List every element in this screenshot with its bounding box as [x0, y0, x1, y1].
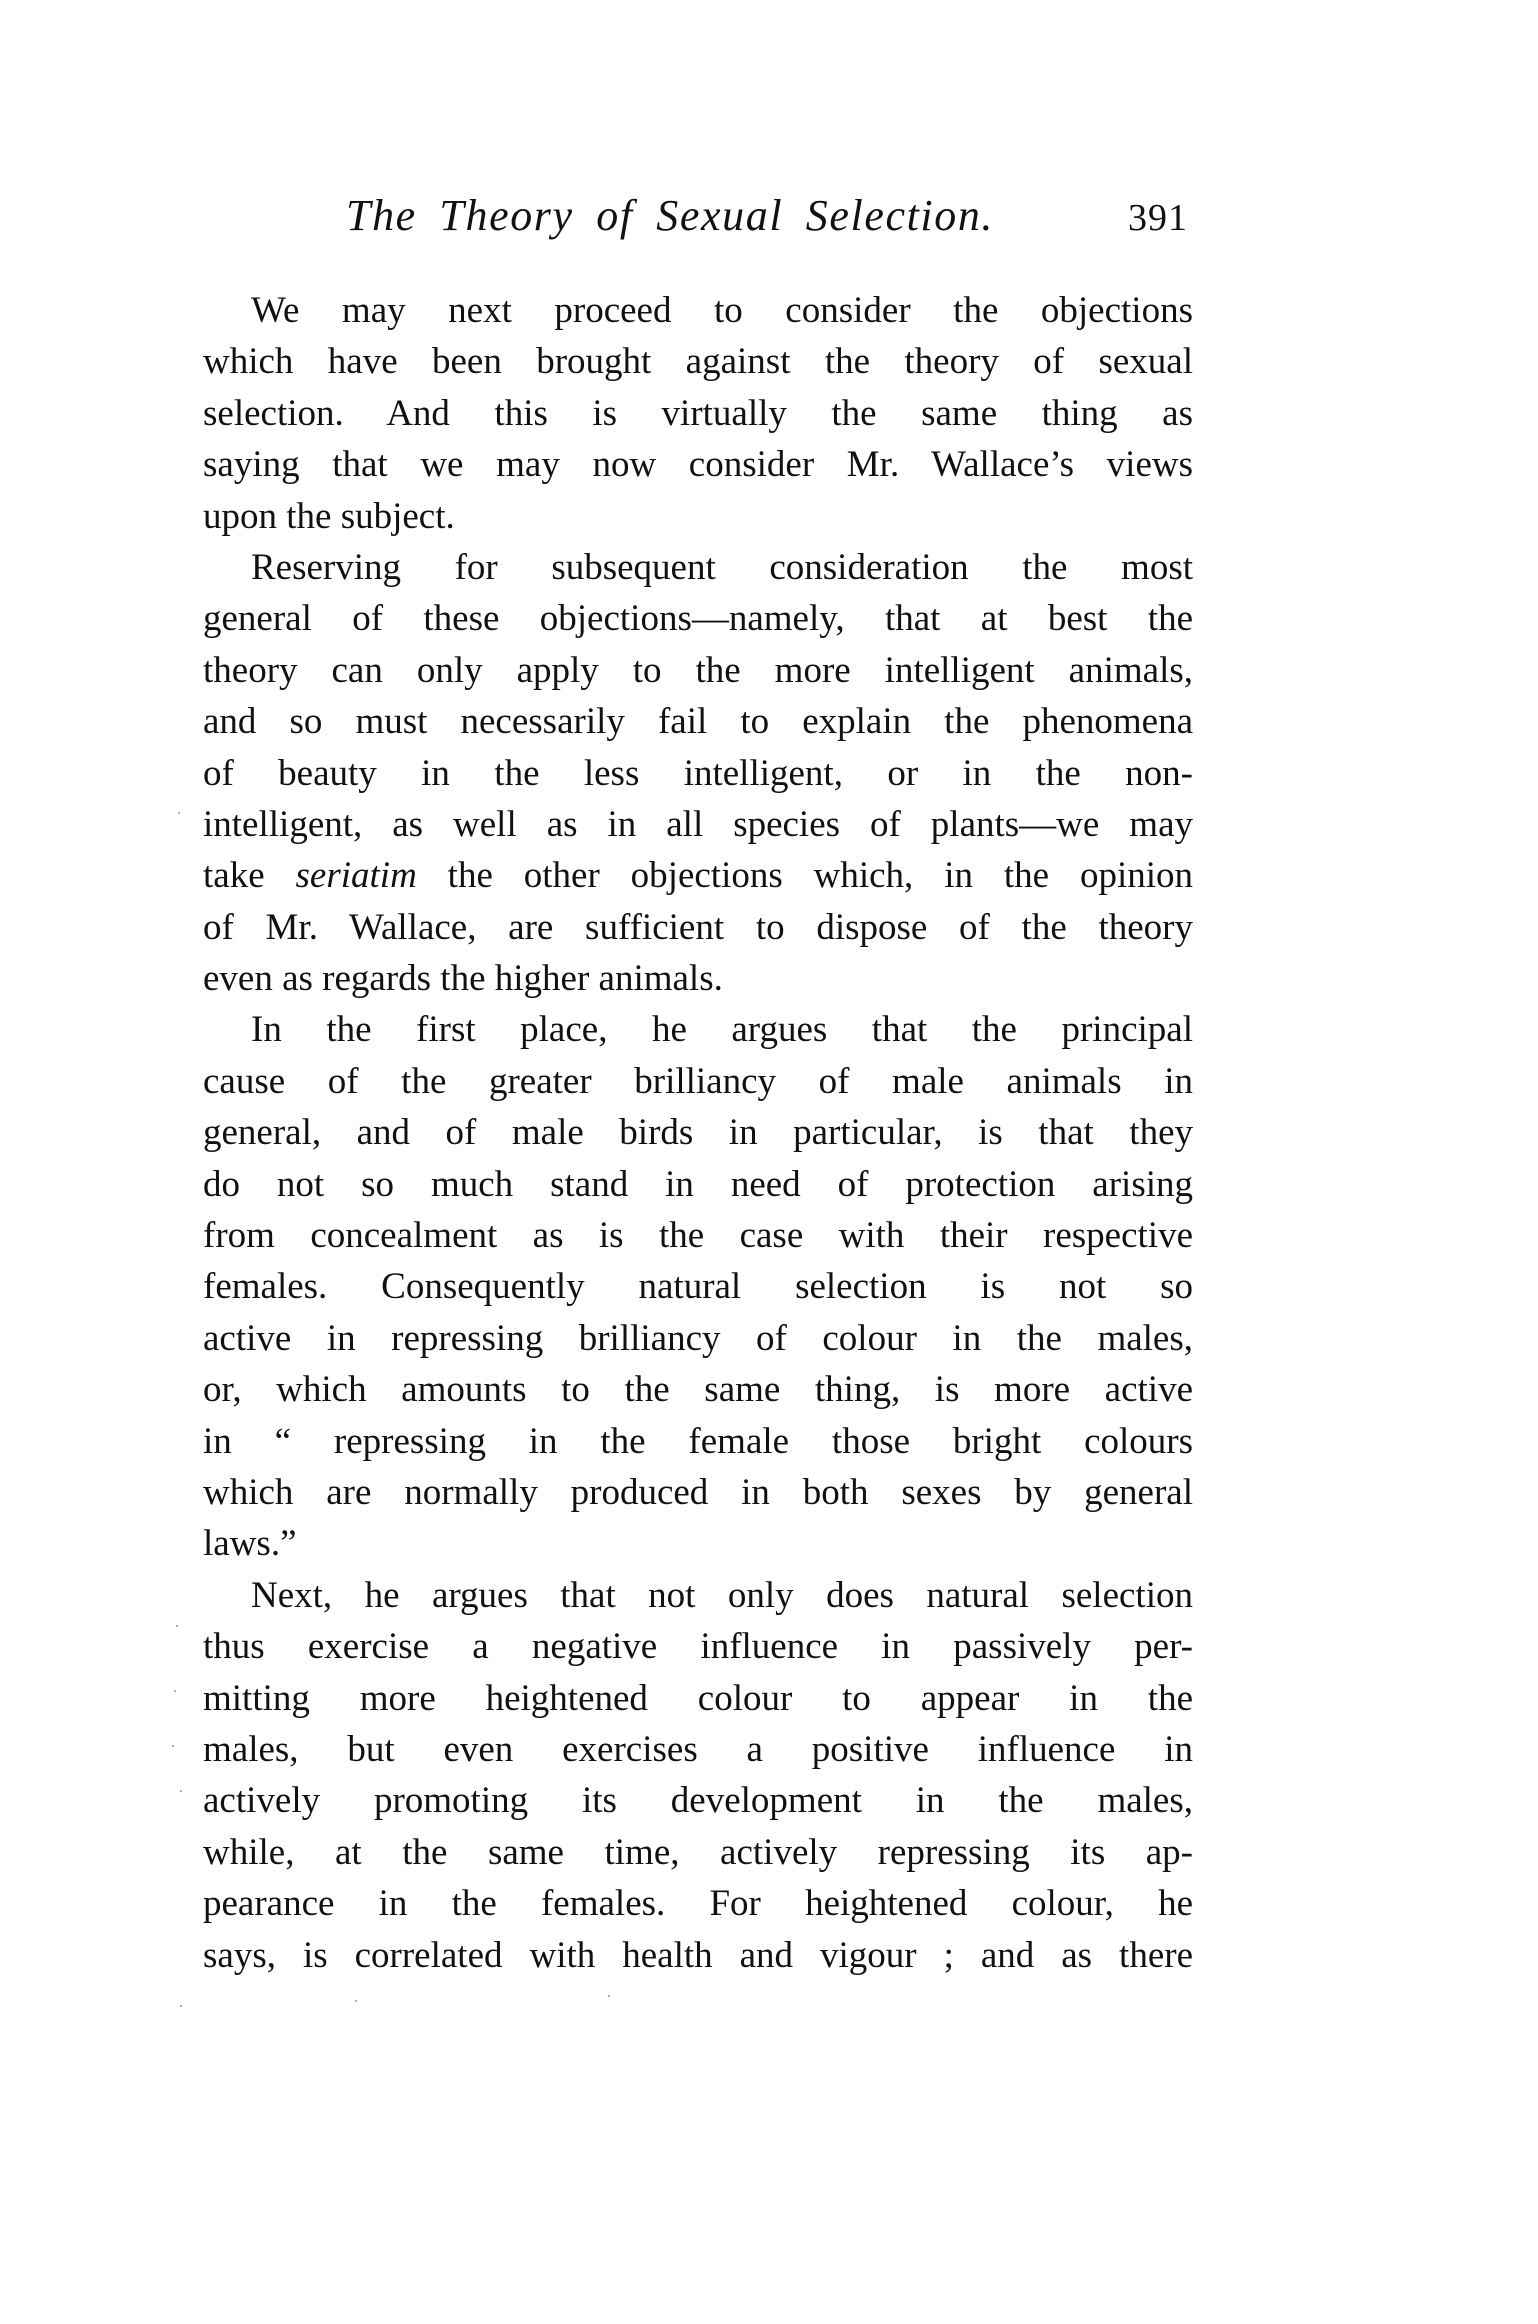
text-line: while, at the same time, actively repressing its ap- [203, 1831, 1193, 1873]
text-line: of beauty in the less intelligent, or in the non- [203, 752, 1193, 794]
text-line: saying that we may now consider Mr. Wallace’s views [203, 444, 1193, 486]
text-line: do not so much stand in need of protection arising [203, 1163, 1193, 1205]
text-line: of Mr. Wallace, are sufficient to dispose of the theory [203, 906, 1193, 948]
body-text [203, 285, 1193, 1981]
text-line: cause of the greater brilliancy of male animals in [203, 1060, 1193, 1102]
paragraph [203, 1004, 1193, 1569]
running-head [346, 186, 1194, 246]
text-line: theory can only apply to the more intelligent animals, [203, 649, 1193, 691]
text-line [203, 850, 1193, 901]
scan-speck [608, 1995, 610, 1997]
text-line: even as regards the higher animals. [203, 958, 723, 1000]
text-line: active in repressing brilliancy of colour in the males, [203, 1317, 1193, 1359]
text-line: Reserving for subsequent consideration the most [251, 546, 1193, 588]
scan-speck [172, 1745, 174, 1747]
scan-speck [355, 2000, 357, 2002]
scan-speck [180, 1790, 182, 1792]
italic-term: seriatim [295, 855, 417, 897]
text-line: upon the subject. [203, 495, 455, 537]
text-line: selection. And this is virtually the same thing as [203, 392, 1193, 434]
text-line: and so must necessarily fail to explain the phenomena [203, 701, 1193, 743]
paragraph [203, 1570, 1193, 1981]
text-fragment: take [203, 855, 296, 897]
text-line: We may next proceed to consider the objections [251, 290, 1193, 331]
text-line: actively promoting its development in the males, [203, 1780, 1193, 1822]
text-line: general of these objections—namely, that at best the [203, 598, 1193, 640]
text-line: which have been brought against the theory of sexual [203, 341, 1193, 383]
text-line: females. Consequently natural selection is not so [203, 1266, 1193, 1308]
text-line: thus exercise a negative influence in passively per- [203, 1626, 1193, 1668]
text-line: Next, he argues that not only does natural selection [251, 1574, 1193, 1616]
text-line: which are normally produced in both sexes by general [203, 1471, 1193, 1513]
scan-speck [174, 1690, 176, 1692]
text-line: laws.” [203, 1523, 297, 1565]
text-line: general, and of male birds in particular, is that they [203, 1112, 1193, 1154]
text-line: in “ repressing in the female those bright colours [203, 1420, 1193, 1462]
text-line: pearance in the females. For heightened colour, he [203, 1883, 1193, 1925]
scan-speck [180, 2005, 182, 2007]
text-line: mitting more heightened colour to appear in the [203, 1677, 1193, 1719]
text-line: says, is correlated with health and vigour ; and as there [203, 1934, 1193, 1976]
scan-speck [176, 1625, 178, 1627]
text-line: or, which amounts to the same thing, is more active [203, 1369, 1193, 1411]
paragraph [203, 542, 1193, 1005]
running-title: The Theory of Sexual Selection. [346, 191, 995, 240]
page-number: 391 [1128, 197, 1188, 239]
paragraph [203, 285, 1193, 542]
text-line: from concealment as is the case with their respective [203, 1215, 1193, 1257]
text-fragment: the other objections which, in the opinion [416, 855, 1193, 897]
text-line: intelligent, as well as in all species of plants—we may [203, 803, 1193, 845]
scan-speck [178, 812, 180, 814]
text-line: In the first place, he argues that the principal [251, 1009, 1193, 1051]
text-line: males, but even exercises a positive influence in [203, 1728, 1193, 1770]
